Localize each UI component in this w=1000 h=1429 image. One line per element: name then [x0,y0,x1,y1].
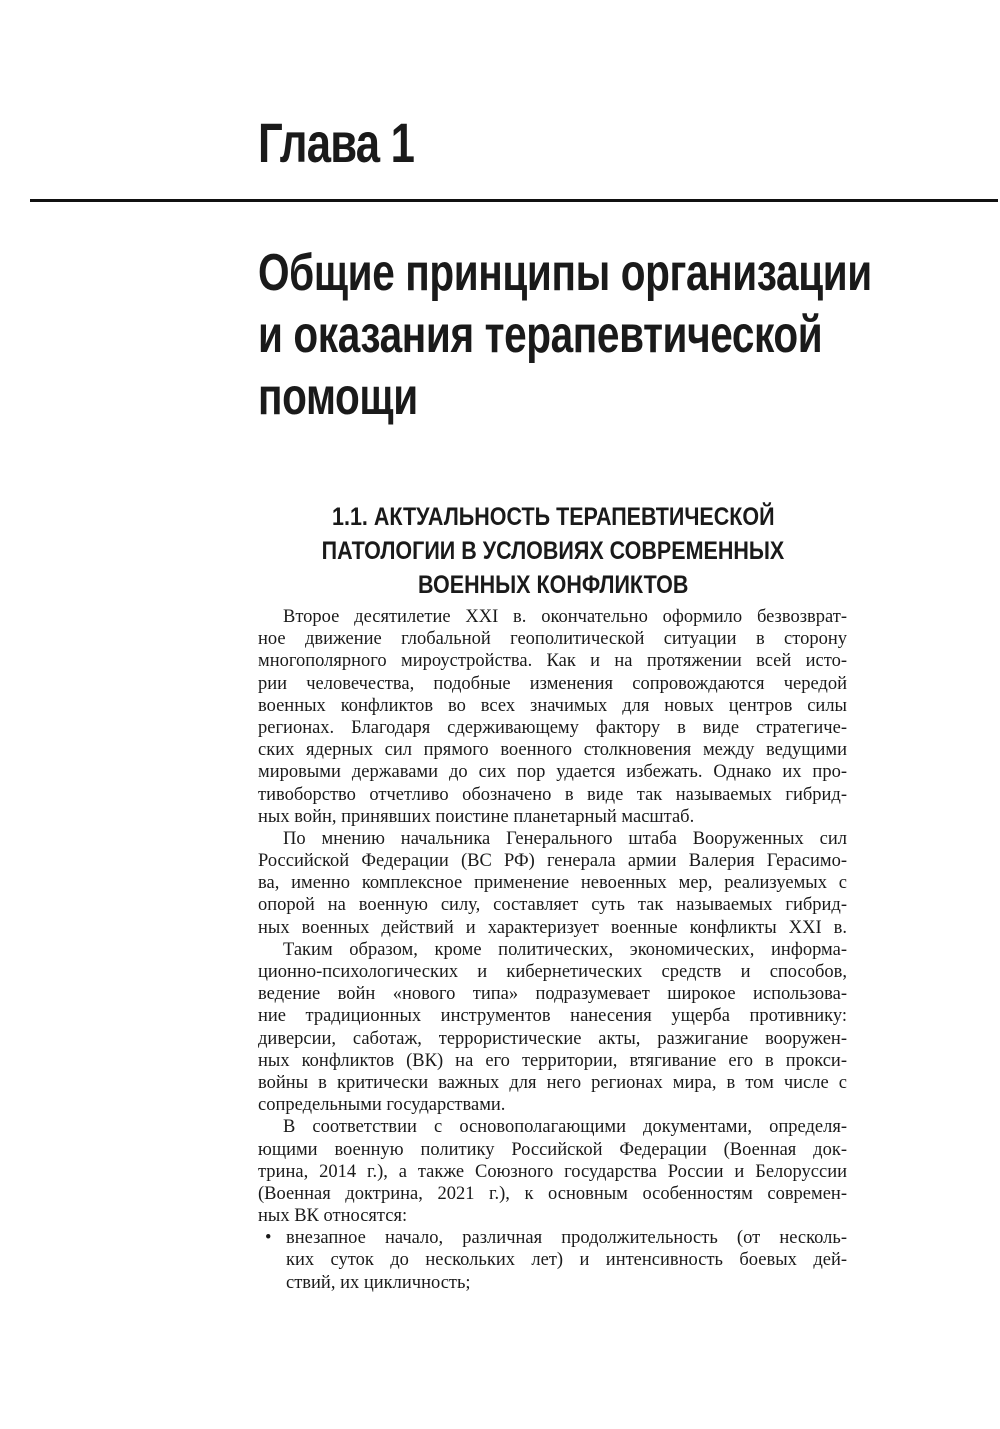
text-line: регионах. Благодаря сдерживающему фактору в виде стратегиче- [258,717,847,738]
chapter-title [258,242,872,428]
text-line: ва, именно комплексное применение невоенных мер, реализуемых с [258,873,847,894]
paragraph [258,606,847,828]
section-title-text: ПАТОЛОГИИ В УСЛОВИЯХ СОВРЕМЕННЫХ [321,537,785,565]
bullet-list [258,1227,847,1294]
text-line: трина, 2014 г.), а также Союзного государства России и Белоруссии [258,1161,847,1182]
section-title-text: 1.1. АКТУАЛЬНОСТЬ ТЕРАПЕВТИЧЕСКОЙ [331,503,775,531]
text-line: ких суток до нескольких лет) и интенсивность боевых дей- [286,1250,847,1271]
paragraph [258,939,847,1117]
text-line: (Военная доктрина, 2021 г.), к основным особенностям современ- [258,1183,847,1204]
text-line: тивоборство отчетливо обозначено в виде так называемых гибрид- [258,784,847,805]
list-item [258,1227,847,1294]
text-line: В соответствии с основополагающими документами, определя- [283,1117,847,1138]
text-line: ных военных действий и характеризует военные конфликты XXI в. [258,917,847,938]
text-line: военных конфликтов во всех значимых для новых центров силы [258,695,847,716]
chapter-divider [30,199,998,202]
bullet-text: внезапное начало, различная продолжительность (от несколь- [286,1228,847,1249]
text-line: многополярного мироустройства. Как и на протяжении всей исто- [258,651,847,672]
section-title-line [258,500,848,534]
text-line: опорой на военную силу, составляет суть так называемых гибрид- [258,895,847,916]
text-line: ствий, их цикличность; [286,1272,471,1293]
chapter-title-line: Общие принципы организации [258,244,872,302]
section-title [258,500,848,602]
text-line: ских ядерных сил прямого военного столкновения между ведущими [258,740,847,761]
text-line [258,1227,847,1249]
text-line: рии человечества, подобные изменения сопровождаются чередой [258,673,847,694]
chapter-title-line: и оказания терапевтической [258,306,823,364]
chapter-title-line: помощи [258,368,418,426]
section-title-line [258,568,848,602]
chapter-label: Глава 1 [258,111,415,174]
text-line: ное движение глобальной геополитической ситуации в сторону [258,629,847,650]
text-line: Таким образом, кроме политических, экономических, информа- [283,939,847,960]
bullet-icon: • [265,1228,272,1249]
text-line: ющими военную политику Российской Федерации (Военная док- [258,1139,847,1160]
section-title-text: ВОЕННЫХ КОНФЛИКТОВ [417,571,689,599]
text-line: мировыми державами до сих пор удается избежать. Однако их про- [258,762,847,783]
text-line: ние традиционных инструментов нанесения ущерба противнику: [258,1006,847,1027]
text-line: По мнению начальника Генерального штаба Вооруженных сил [283,828,847,849]
text-line: сопредельными государствами. [258,1095,506,1116]
text-line: Российской Федерации (ВС РФ) генерала армии Валерия Герасимо- [258,851,847,872]
text-line: ных ВК относятся: [258,1206,408,1227]
section-title-line [258,534,848,568]
text-line: ных войн, принявших поистине планетарный масштаб. [258,806,695,827]
paragraph [258,828,847,939]
text-line: ных конфликтов (ВК) на его территории, втягивание его в прокси- [258,1050,847,1071]
text-line: Второе десятилетие XXI в. окончательно оформило безвозврат- [283,607,847,627]
body-text [258,606,847,1294]
paragraph [258,1116,847,1227]
text-line: диверсии, саботаж, террористические акты, разжигание вооружен- [258,1028,847,1049]
text-line: ведение войн «нового типа» подразумевает широкое использова- [258,984,847,1005]
text-line: войны в критически важных для него регионах мира, в том числе с [258,1072,847,1093]
text-line: ционно-психологических и кибернетических средств и способов, [258,962,847,982]
